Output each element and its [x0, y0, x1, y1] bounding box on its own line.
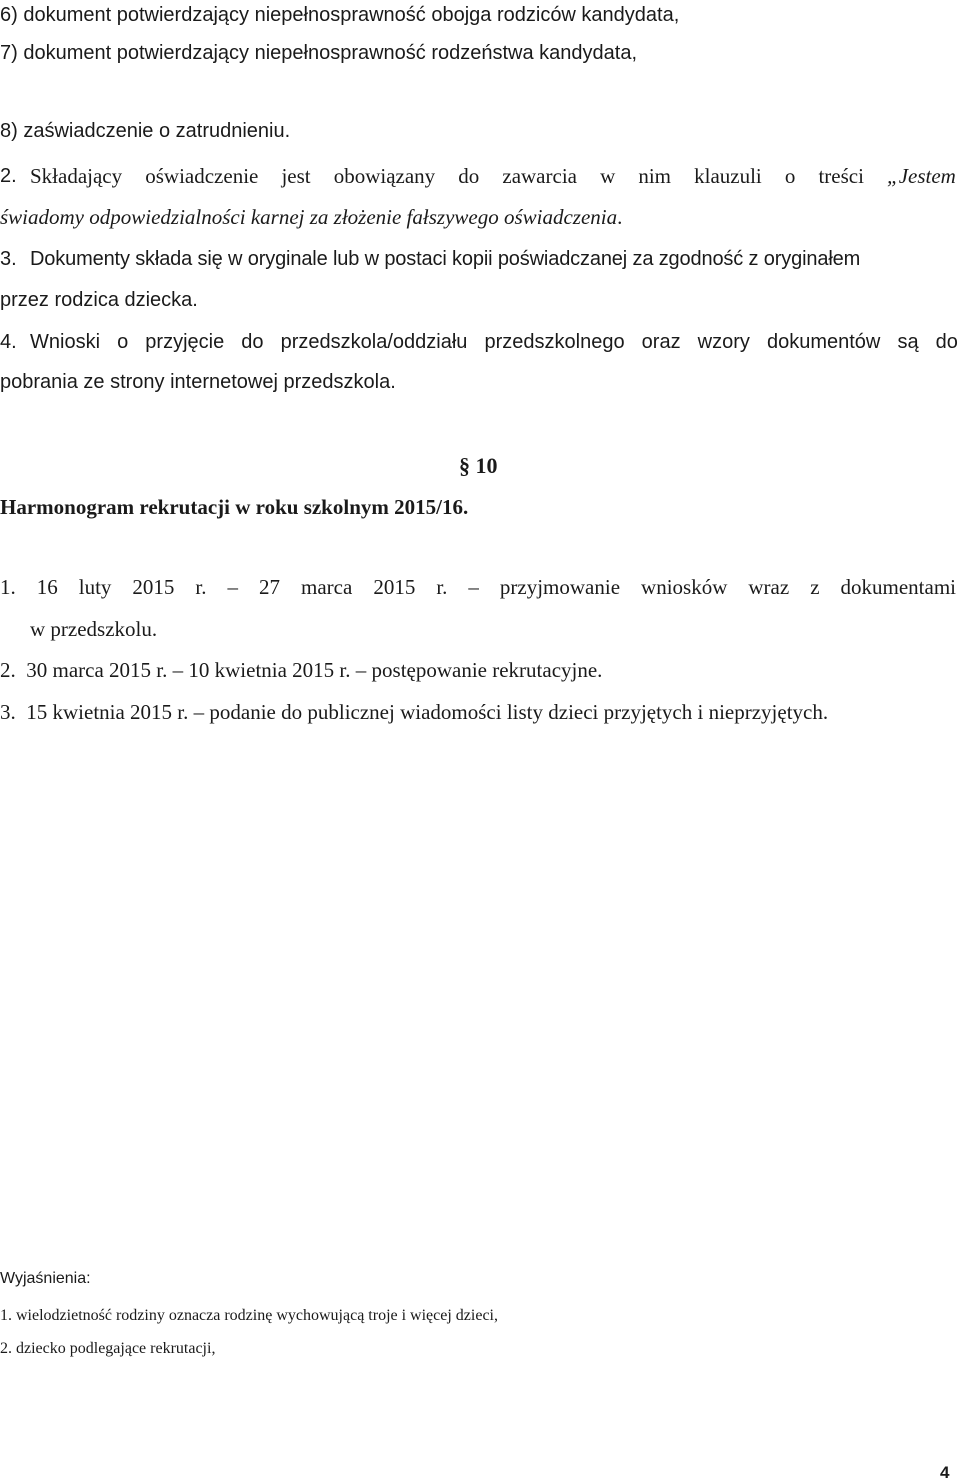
word: r. — [195, 575, 207, 599]
word: – — [468, 575, 479, 599]
word: 27 — [259, 575, 281, 599]
word: dokumentami — [840, 575, 956, 599]
para2-line2 — [0, 205, 622, 230]
list-item-6: 6) dokument potwierdzający niepełnosprawność obojga rodziców kandydata, — [0, 4, 680, 26]
word: o — [117, 331, 129, 353]
word: obowiązany — [333, 164, 436, 188]
word: oświadczenie — [145, 164, 259, 188]
schedule-item-2: 2. 30 marca 2015 r. – 10 kwietnia 2015 r. – postępowanie rekrutacyjne. — [0, 658, 603, 682]
schedule-item-3: 3. 15 kwietnia 2015 r. – podanie do publicznej wiadomości listy dzieci przyjętych i nieprzyjętych. — [0, 700, 829, 724]
word: 1. — [0, 575, 16, 599]
para4-number: 4. — [0, 331, 17, 353]
word: luty — [78, 575, 112, 599]
word: wraz — [748, 575, 790, 599]
word: przedszkola/oddziału — [280, 331, 468, 353]
word: treści — [818, 164, 864, 188]
word: do — [241, 331, 264, 353]
schedule-item-1 — [0, 575, 956, 600]
page-number: 4 — [940, 1463, 950, 1482]
word: są — [897, 331, 919, 353]
word: r. — [436, 575, 448, 599]
schedule-item-1-cont: w przedszkolu. — [30, 617, 158, 641]
para3-line2: przez rodzica dziecka. — [0, 289, 198, 311]
list-item-7: 7) dokument potwierdzający niepełnosprawność rodzeństwa kandydata, — [0, 42, 638, 64]
word: Wnioski — [30, 331, 101, 353]
word: klauzuli — [694, 164, 762, 188]
word: zawarcia — [502, 164, 577, 188]
word: oraz — [641, 331, 681, 353]
para3-line1: Dokumenty składa się w oryginale lub w postaci kopii poświadczanej za zgodność z oryginałem — [30, 248, 861, 270]
word: 2015 — [373, 575, 416, 599]
word: – — [227, 575, 239, 599]
word: przyjęcie — [145, 331, 225, 353]
word: 2015 — [132, 575, 175, 599]
para2-line2-text: świadomy odpowiedzialności karnej za złożenie fałszywego oświadczenia — [0, 205, 618, 229]
para4-line2: pobrania ze strony internetowej przedszkola. — [0, 371, 396, 393]
word: dokumentów — [766, 331, 881, 353]
word: jest — [281, 164, 311, 188]
word: wzory — [697, 331, 750, 353]
word: do — [935, 331, 958, 353]
word: z — [810, 575, 820, 599]
word: przyjmowanie — [499, 575, 621, 599]
section-title: Harmonogram rekrutacji w roku szkolnym 2015/16. — [0, 495, 469, 519]
word: nim — [638, 164, 672, 188]
word: o — [784, 164, 796, 188]
para2-line2-end: . — [617, 205, 623, 229]
para3-number: 3. — [0, 248, 17, 270]
para2-number: 2. — [0, 165, 17, 187]
section-sign: § 10 — [459, 453, 498, 478]
word: przedszkolnego — [484, 331, 625, 353]
word: „Jestem — [887, 164, 956, 188]
word: marca — [301, 575, 353, 599]
footnotes-label: Wyjaśnienia: — [0, 1270, 91, 1287]
word: 16 — [36, 575, 58, 599]
word: Składający — [30, 164, 123, 188]
word: do — [458, 164, 480, 188]
para4-line1 — [30, 331, 958, 354]
list-item-8: 8) zaświadczenie o zatrudnieniu. — [0, 120, 291, 142]
footnote-1: 1. wielodzietność rodziny oznacza rodzinę wychowującą troje i więcej dzieci, — [0, 1307, 498, 1324]
footnote-2: 2. dziecko podlegające rekrutacji, — [0, 1340, 216, 1357]
word: w — [600, 164, 616, 188]
word: wniosków — [641, 575, 728, 599]
para2-line1 — [30, 164, 956, 189]
